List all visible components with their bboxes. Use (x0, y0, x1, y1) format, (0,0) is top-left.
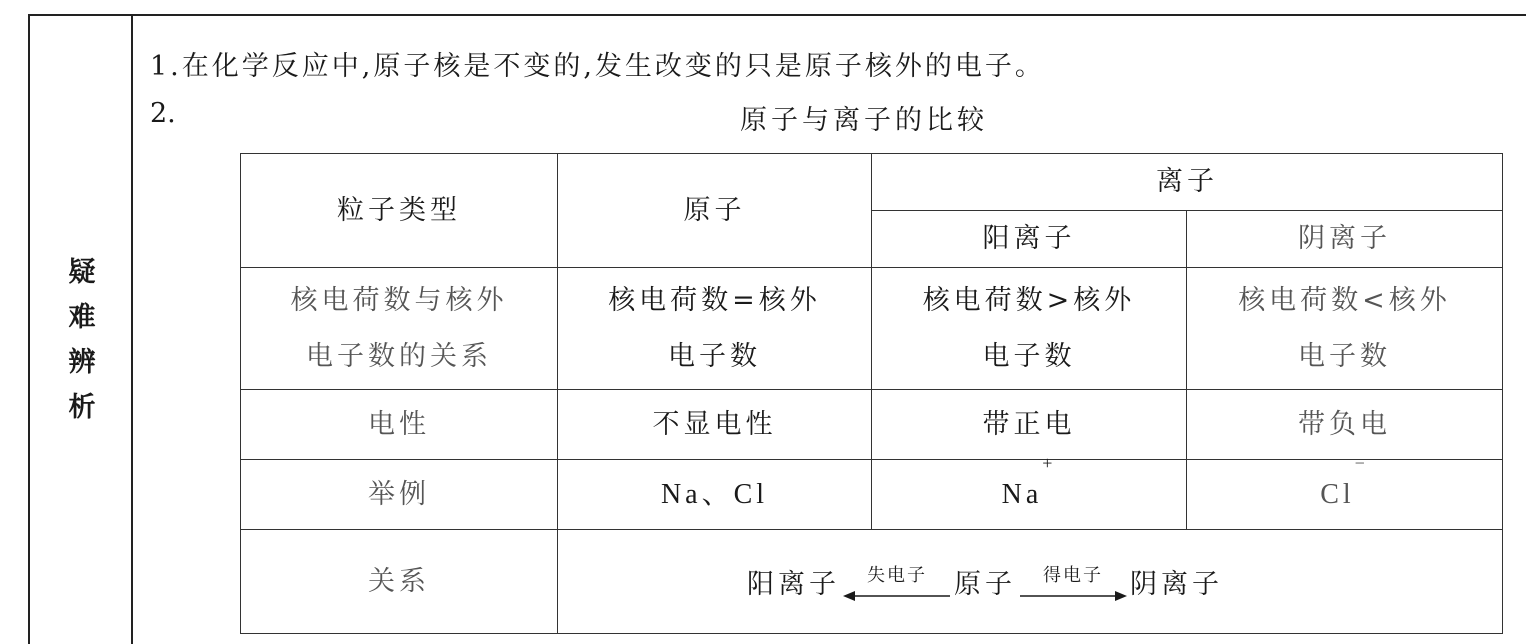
gain-electron-arrow (1018, 565, 1128, 605)
section-label-char: 难 (68, 302, 96, 333)
relation-atom: 原子 (954, 568, 1016, 600)
cell-cation-charge-relation (872, 268, 1187, 390)
point-1-text: 1.在化学反应中,原子核是不变的,发生改变的只是原子核外的电子。 (150, 51, 1045, 82)
row-label-example: 举例 (241, 460, 558, 530)
anion-symbol: Cl (1320, 478, 1355, 510)
cell-line: 核电荷数与核外 (290, 284, 508, 316)
cation-charge-sign: + (1042, 452, 1057, 473)
cell-cation-electric: 带正电 (872, 390, 1187, 460)
section-label (60, 250, 104, 430)
cell-line: 电子数 (1298, 340, 1391, 372)
header-atom: 原子 (558, 154, 872, 268)
lose-electron-label: 失电子 (867, 564, 927, 586)
cell-anion-charge-relation (1187, 268, 1503, 390)
header-ion: 离子 (872, 154, 1503, 211)
cell-relation-diagram (558, 530, 1503, 634)
anion-charge-sign: − (1354, 452, 1369, 473)
row-label-electric: 电性 (241, 390, 558, 460)
cell-line: 电子数 (668, 340, 761, 372)
section-label-char: 疑 (68, 257, 96, 288)
frame-left-border (28, 14, 30, 644)
cell-atom-electric: 不显电性 (558, 390, 872, 460)
relation-cation: 阳离子 (747, 568, 840, 600)
row-label-relation: 关系 (241, 530, 558, 634)
cell-atom-example: Na、Cl (558, 460, 872, 530)
row-label-charge-relation (241, 268, 558, 390)
point-2-number: 2. (150, 98, 176, 129)
relation-anion: 阴离子 (1130, 568, 1223, 600)
right-arrow-icon (1018, 587, 1128, 605)
header-anion: 阴离子 (1187, 211, 1503, 268)
section-label-char: 辨 (68, 347, 96, 378)
cell-anion-electric: 带负电 (1187, 390, 1503, 460)
cell-line: 电子数的关系 (306, 340, 492, 372)
frame-top-border (28, 14, 1526, 16)
cell-line: 核电荷数=核外 (608, 284, 821, 316)
cell-line: 核电荷数>核外 (922, 284, 1136, 316)
left-arrow-icon (842, 587, 952, 605)
cell-line: 核电荷数<核外 (1238, 284, 1451, 316)
cell-atom-charge-relation (558, 268, 872, 390)
gain-electron-label: 得电子 (1043, 564, 1103, 586)
table-caption: 原子与离子的比较 (740, 105, 988, 136)
header-cation: 阳离子 (872, 211, 1187, 268)
comparison-table (240, 153, 1503, 634)
header-particle-type: 粒子类型 (241, 154, 558, 268)
cation-symbol: Na (1001, 478, 1043, 510)
cell-anion-example (1187, 452, 1503, 530)
section-label-char: 析 (68, 392, 96, 423)
cell-cation-example (872, 452, 1187, 530)
lose-electron-arrow (842, 565, 952, 605)
cell-line: 电子数 (982, 340, 1076, 372)
frame-column-divider (131, 14, 133, 644)
relation-diagram (747, 565, 1223, 605)
